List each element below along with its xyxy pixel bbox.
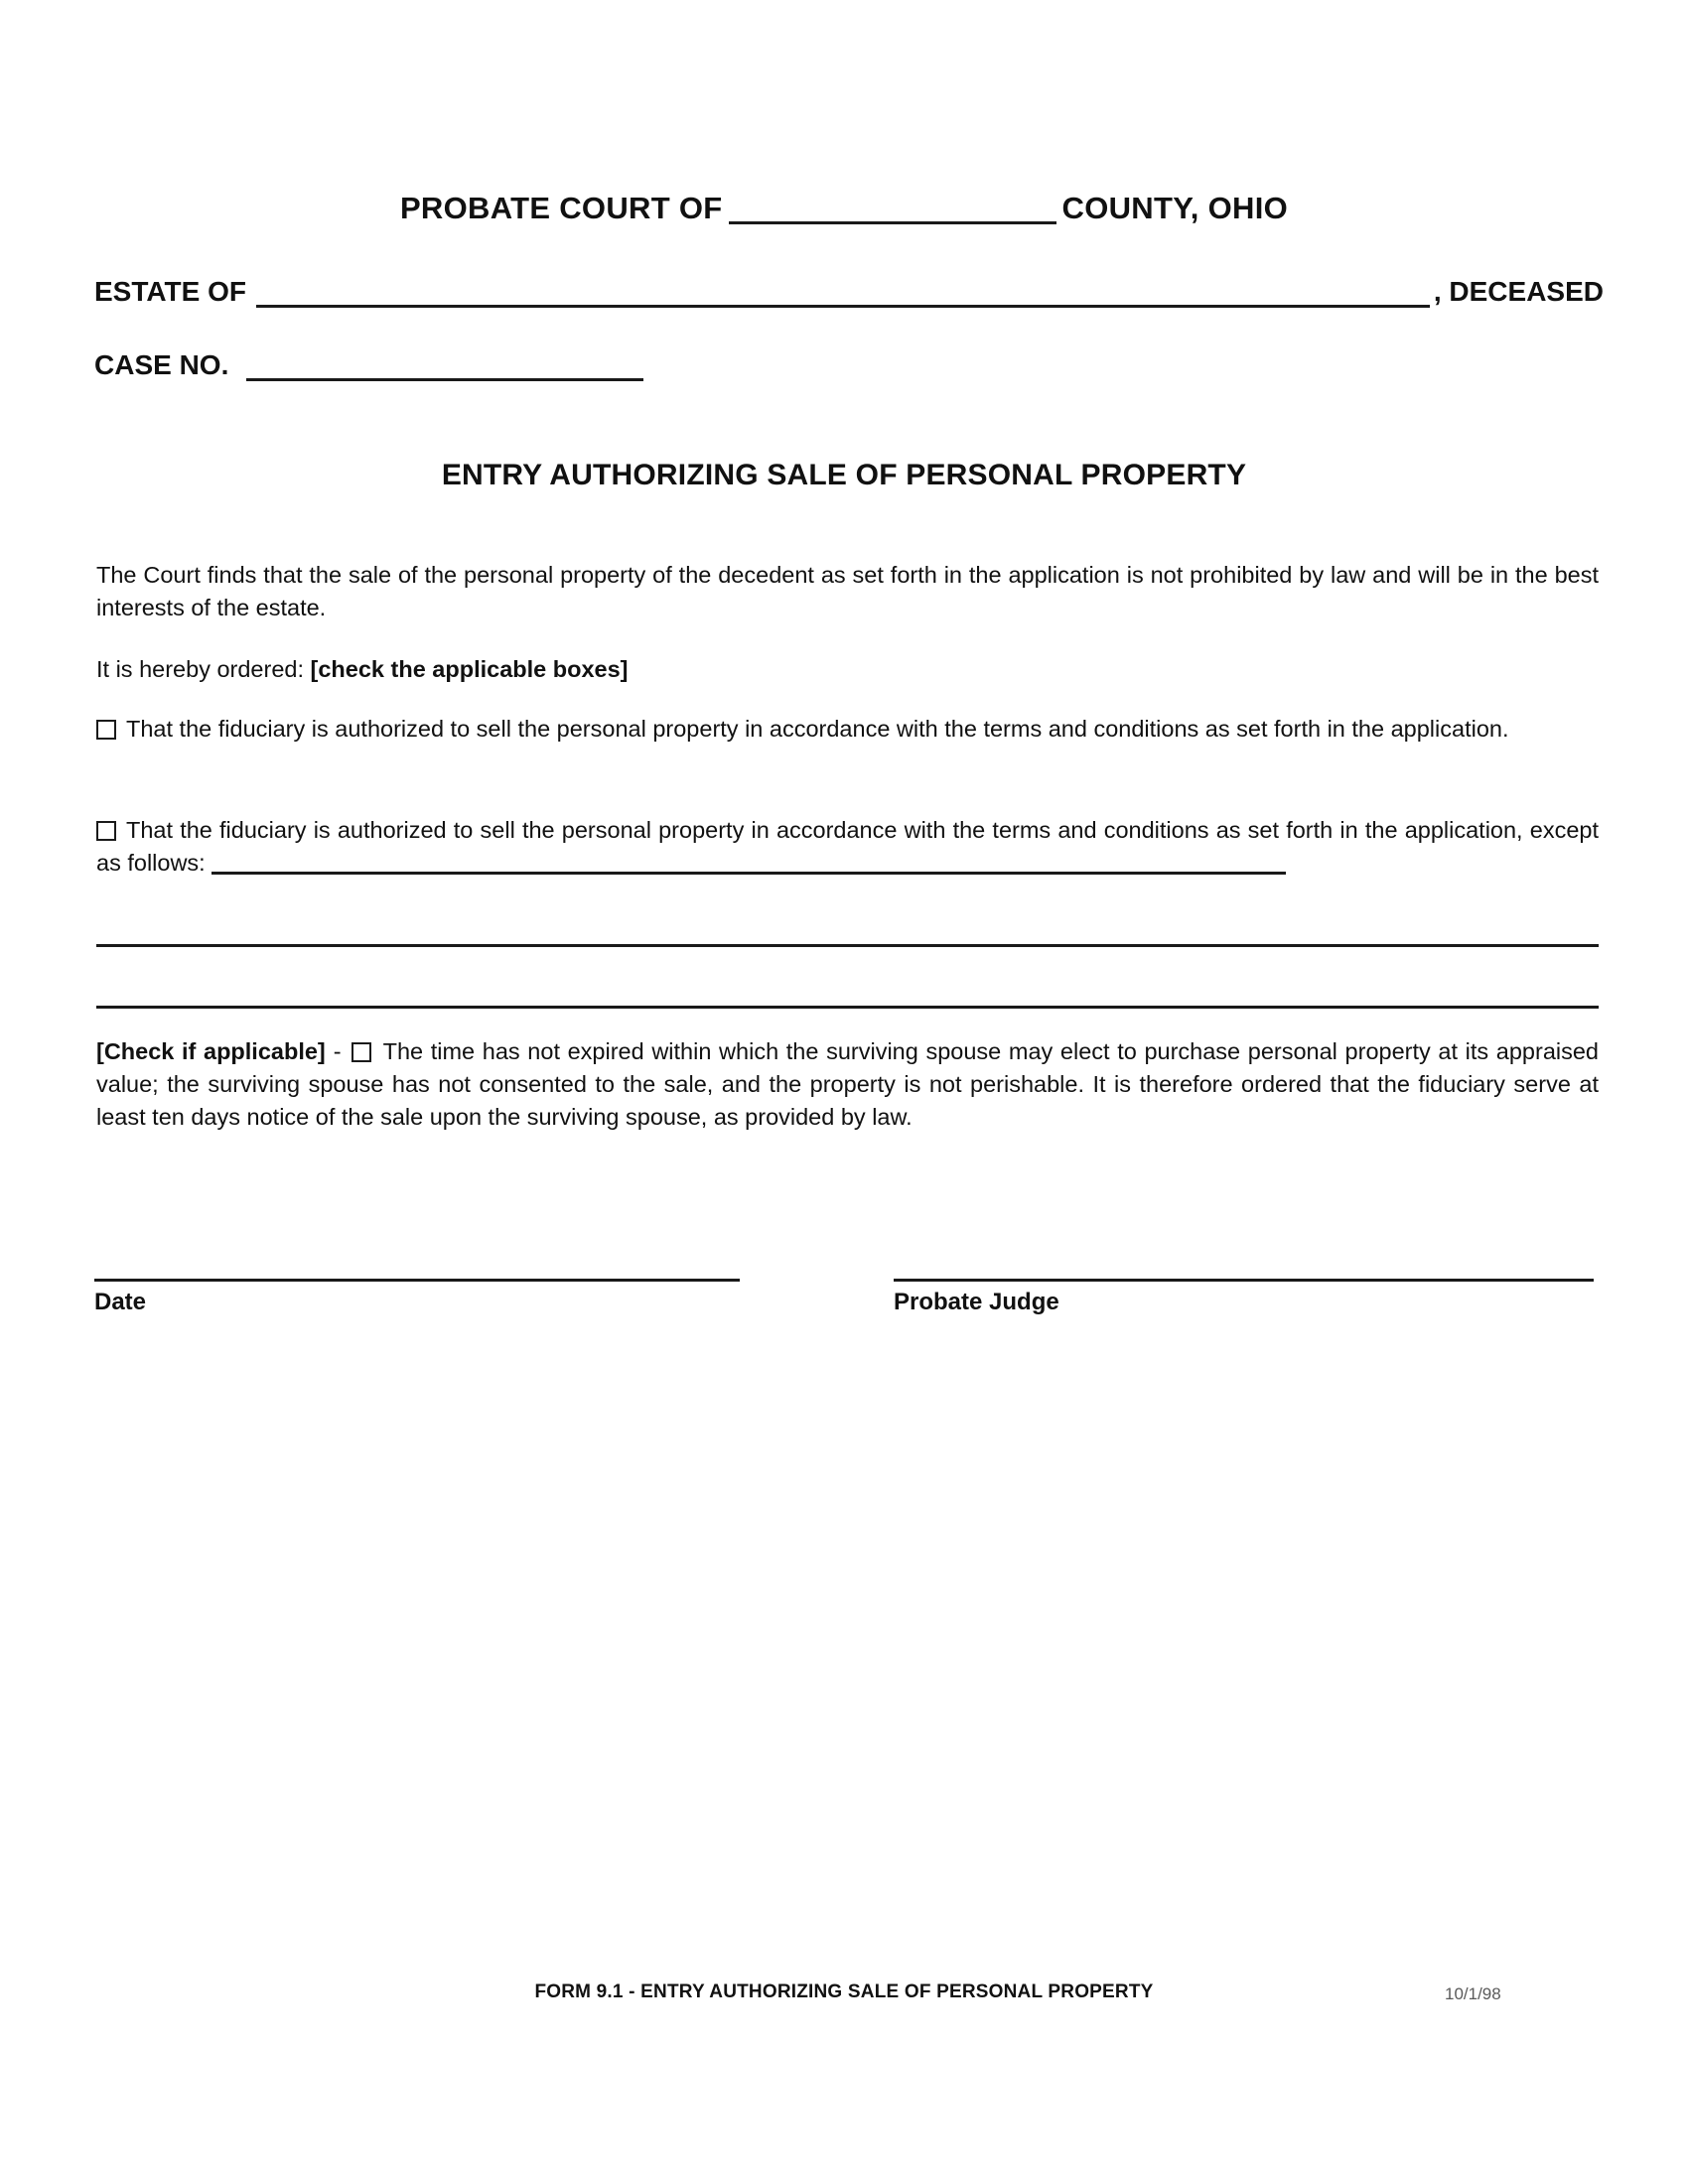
option-1 [96, 713, 1599, 746]
ordered-line [96, 653, 1599, 686]
option-2-checkbox[interactable] [96, 821, 116, 841]
footer-form-identifier: FORM 9.1 - ENTRY AUTHORIZING SALE OF PERSONAL PROPERTY [534, 1981, 1154, 2002]
check-if-applicable-checkbox[interactable] [352, 1042, 371, 1062]
county-name-blank[interactable] [729, 196, 1056, 224]
probate-judge-signature-line[interactable] [894, 1279, 1594, 1282]
findings-paragraph: The Court finds that the sale of the personal property of the decedent as set forth in the application is not prohibited by law and will be in the best interests of the estate. [96, 562, 1599, 620]
date-signature-block [94, 1279, 740, 1316]
exception-blank-line-3[interactable] [96, 1006, 1599, 1009]
check-if-applicable-text: The time has not expired within which the surviving spouse may elect to purchase personal property at its appraised value; the surviving spouse has not consented to the sale, and the property is not perishable. It is therefore ordered that the fiduciary serve at least ten days notice of the sale upon the surviving spouse, as provided by law. [96, 1038, 1599, 1130]
option-2 [96, 814, 1599, 880]
check-if-applicable-label: [Check if applicable] [96, 1038, 326, 1064]
probate-judge-signature-block [894, 1279, 1594, 1316]
page-footer [0, 1981, 1688, 2015]
court-heading [0, 191, 1688, 226]
option-2-label: That the fiduciary is authorized to sell the personal property in accordance with the terms and conditions as set forth in the application, except as follows: [96, 817, 1599, 876]
ordered-instruction-text: [check the applicable boxes] [310, 656, 629, 682]
case-number-line [94, 349, 643, 381]
option-2-exception-blank[interactable] [211, 852, 1286, 875]
date-caption: Date [94, 1289, 147, 1315]
footer-revision-date: 10/1/98 [1445, 1984, 1501, 2003]
estate-name-blank[interactable] [256, 279, 1430, 308]
court-heading-prefix: PROBATE COURT OF [399, 191, 723, 225]
estate-of-label: ESTATE OF [94, 276, 246, 307]
deceased-suffix: , DECEASED [1433, 276, 1604, 307]
case-number-blank[interactable] [246, 352, 643, 381]
page-title: ENTRY AUTHORIZING SALE OF PERSONAL PROPERTY [441, 459, 1247, 491]
estate-of-line [94, 276, 1604, 308]
case-number-label: CASE NO. [94, 349, 229, 380]
option-1-label: That the fiduciary is authorized to sell the personal property in accordance with the terms and conditions as set forth in the application. [126, 716, 1509, 742]
exception-blank-line-2[interactable] [96, 944, 1599, 947]
ordered-intro-text: It is hereby ordered: [96, 656, 304, 682]
date-signature-line[interactable] [94, 1279, 740, 1282]
probate-judge-caption: Probate Judge [894, 1289, 1059, 1315]
check-if-applicable-paragraph [96, 1035, 1599, 1134]
option-1-checkbox[interactable] [96, 720, 116, 740]
check-if-applicable-dash: - [333, 1038, 342, 1064]
court-heading-suffix: COUNTY, OHIO [1061, 191, 1289, 225]
